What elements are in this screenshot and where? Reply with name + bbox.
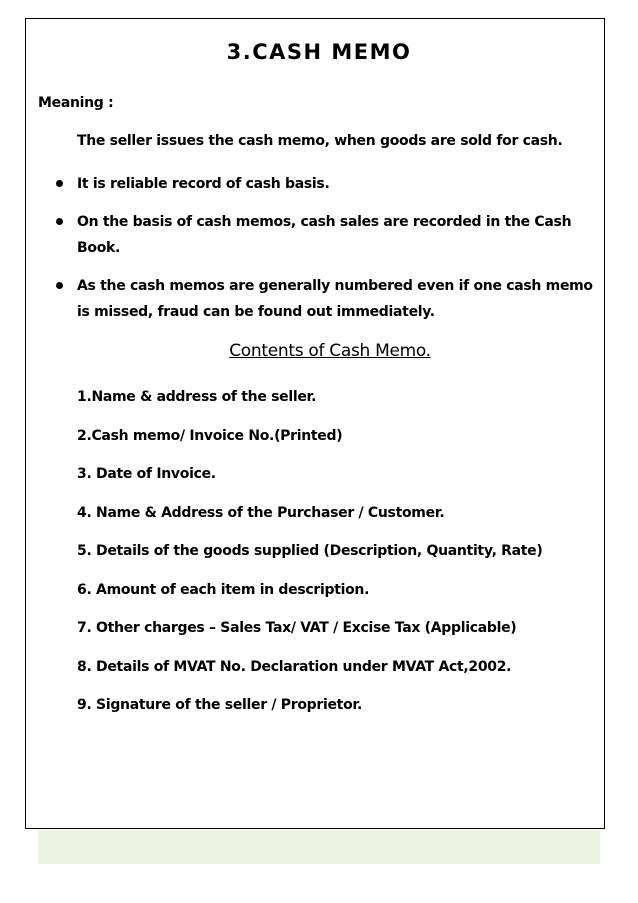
bullet-item — [56, 171, 596, 197]
bullet-text: It is reliable record of cash basis. — [77, 176, 330, 192]
meaning-label: Meaning : — [38, 95, 114, 111]
contents-item: 2.Cash memo/ Invoice No.(Printed) — [77, 427, 343, 444]
bullet-text: On the basis of cash memos, cash sales are recorded in the Cash Book. — [77, 214, 572, 256]
bullet-list — [56, 171, 596, 337]
bullet-icon — [56, 180, 63, 187]
contents-item: 6. Amount of each item in description. — [77, 581, 370, 598]
bullet-icon — [56, 282, 63, 289]
contents-item: 5. Details of the goods supplied (Description, Quantity, Rate) — [77, 543, 543, 559]
bullet-item — [56, 209, 596, 261]
footer-band — [38, 830, 600, 864]
contents-item: 3. Date of Invoice. — [77, 466, 216, 482]
contents-list — [77, 384, 597, 731]
contents-heading: Contents of Cash Memo. — [229, 341, 431, 361]
contents-item: 4. Name & Address of the Purchaser / Customer. — [77, 504, 445, 521]
bullet-icon — [56, 218, 63, 225]
bullet-text: As the cash memos are generally numbered even if one cash memo is missed, fraud can be found out immediately. — [77, 278, 593, 320]
contents-item: 7. Other charges – Sales Tax/ VAT / Excise Tax (Applicable) — [77, 620, 517, 636]
contents-item: 9. Signature of the seller / Proprietor. — [77, 697, 363, 713]
contents-item: 8. Details of MVAT No. Declaration under MVAT Act,2002. — [77, 658, 512, 675]
contents-item: 1.Name & address of the seller. — [77, 389, 317, 405]
page-title: 3.CASH MEMO — [226, 40, 412, 64]
bullet-item — [56, 273, 596, 325]
meaning-text: The seller issues the cash memo, when goods are sold for cash. — [77, 133, 563, 149]
